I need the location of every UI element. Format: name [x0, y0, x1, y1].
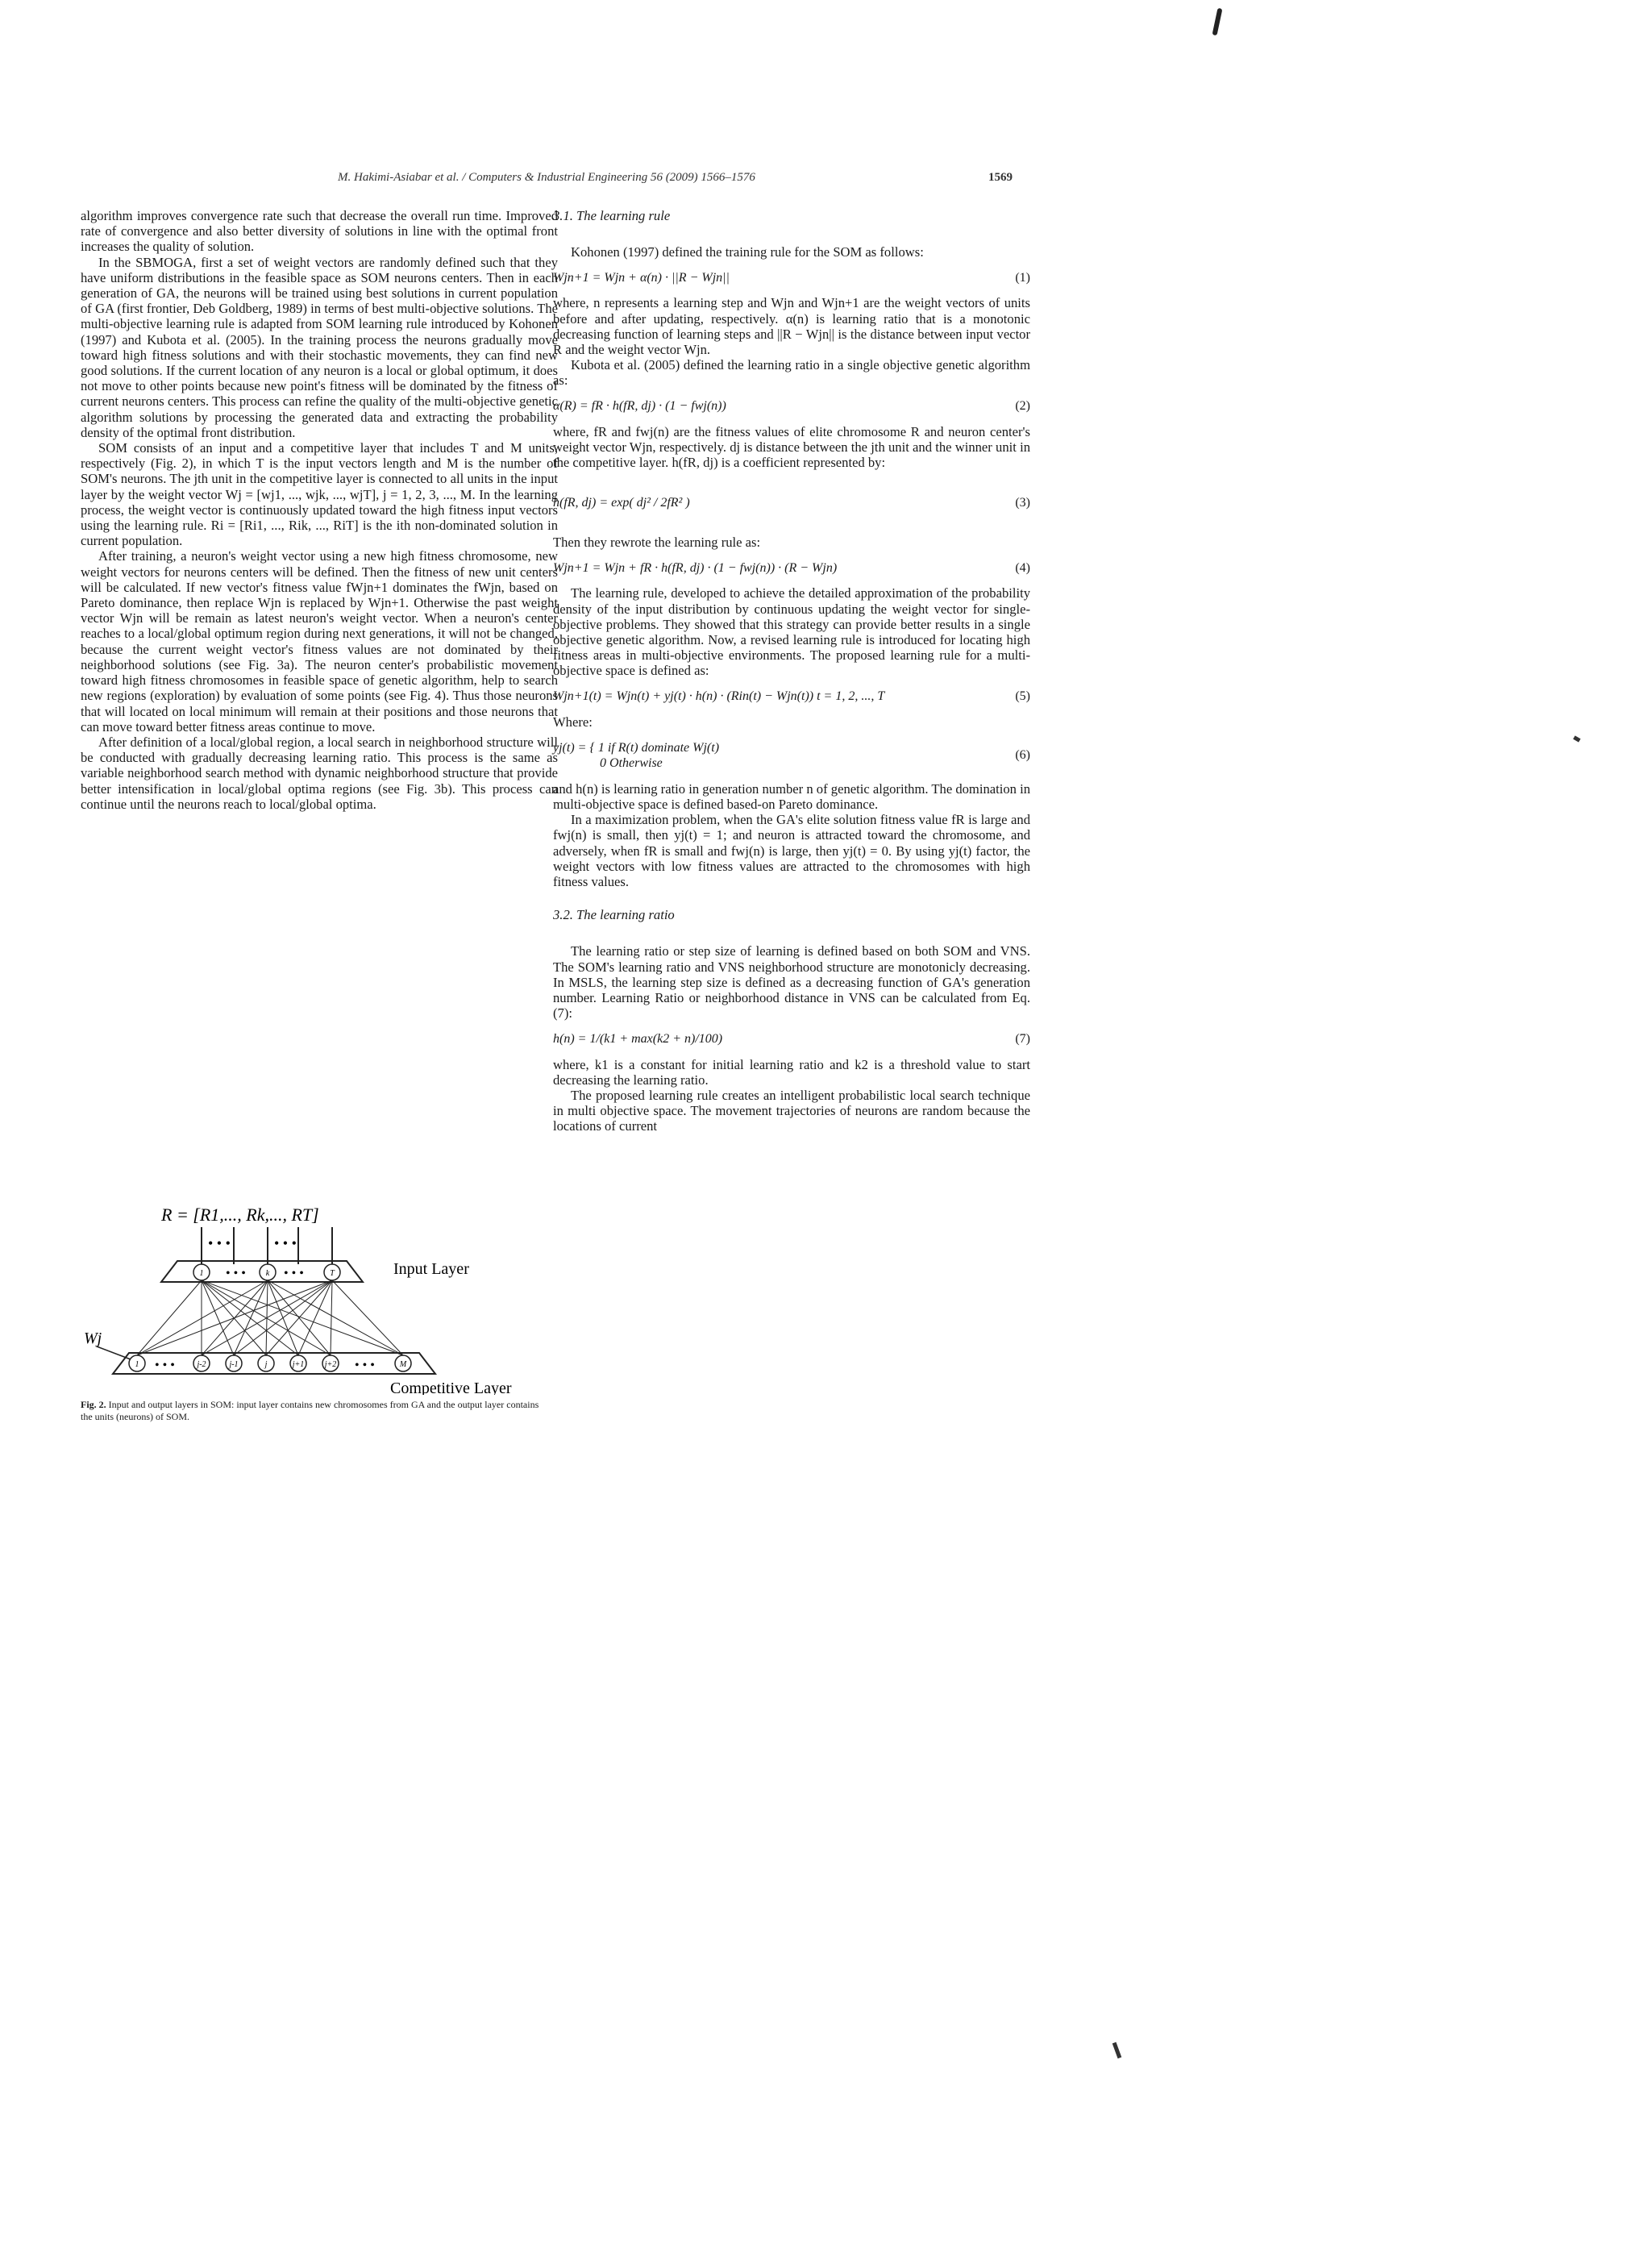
- scan-mark-bottom: [1112, 2042, 1122, 2059]
- figure-caption: [81, 1399, 540, 1423]
- paragraph: algorithm improves convergence rate such that decrease the overall run time. Improved rate of convergence and also better diversity of solutions in line with the optimal front increases the quality of solution.: [81, 208, 558, 255]
- left-column: [81, 208, 558, 812]
- section-heading: 3.1. The learning rule: [553, 208, 671, 223]
- input-node-label: 1: [199, 1269, 204, 1278]
- right-column: [553, 208, 1030, 1134]
- paragraph: After definition of a local/global region, a local search in neighborhood structure will be conducted with gradually decreasing learning ratio. This process is the same as variable neighborhood search method with dynamic neighborhood structure that provide better intensification in local/global optima regions (see Fig. 3b). This process can continue until the neurons reach to local/global optima.: [81, 734, 558, 812]
- equation-6: yj(t) = { 1 if R(t) dominate Wj(t) 0 Otherwise (6): [553, 740, 1030, 770]
- section-heading: 3.2. The learning ratio: [553, 907, 675, 923]
- svg-text:• • •: • • •: [155, 1359, 175, 1372]
- figure-som-layers: [81, 1201, 558, 1399]
- paragraph: SOM consists of an input and a competitive layer that includes T and M units, respectively (Fig. 2), in which T is the input vectors length and M is the number of SOM's neurons. The jth unit in the competitive layer is connected to all units in the input layer by the weight vector Wj = [wj1, ..., wjk, ..., wjT], j = 1, 2, 3, ..., M. In the learning process, the weight vector is continuously updated toward the high fitness input vectors using the learning rule. Ri = [Ri1, ..., Rik, ..., RiT] is the ith non-dominated solution in current population.: [81, 440, 558, 549]
- input-layer-label: Input Layer: [393, 1260, 469, 1278]
- output-node-label: j+1: [292, 1360, 305, 1369]
- som-diagram: [81, 1201, 558, 1395]
- output-node-label: j-1: [229, 1360, 239, 1369]
- caption-text: Input and output layers in SOM: input layer contains new chromosomes from GA and the output layer contains the units (neurons) of SOM.: [81, 1399, 539, 1422]
- input-node-label: T: [330, 1269, 335, 1278]
- paragraph: After training, a neuron's weight vector using a new high fitness chromosome, new weight vectors for neurons centers will be defined. Then the fitness of new unit centers will be calculated. If new vector's fitness value fWjn+1 dominates the fWjn, based on Pareto dominance, then replace Wjn is replaced by Wjn+1. Otherwise the past weight vector Wjn will be remain as latest neuron's weight vector. When a neuron's center reaches to a local/global optimum region during next generations, it will not be changed, because the current weight vector's fitness values are not dominated by their neighborhood solutions (see Fig. 3a). The neuron center's probabilistic movement toward high fitness chromosomes in feasible space of genetic algorithm, help to search new regions (exploration) by evaluation of some points (see Fig. 4). Thus those neurons that will located on local minimum will remain at their positions and those neurons that can move toward better fitness areas continue to move.: [81, 548, 558, 734]
- paragraph: In the SBMOGA, first a set of weight vectors are randomly defined such that they have uniform distributions in the feasible space as SOM neurons centers. Then in each generation of GA, the neurons will be trained using best solutions in current population of GA (first frontier, Deb Goldberg, 1989) in terms of best multi-objective solutions. The multi-objective learning rule is adapted from SOM learning rule introduced by Kohonen (1997) and Kubota et al. (2005). In the training process the neurons gradually move toward high fitness solutions and with their stochastic movements, they can find new good solutions. If the current location of any neuron is a local or global optimum, it does not move to other points because new point's fitness will be dominated by the fitness of current neurons centers. This process can refine the quality of the multi-objective genetic algorithm solutions by processing the generated data and extracting the probability density of the optimal front distribution.: [81, 254, 558, 440]
- svg-text:• • •: • • •: [208, 1235, 231, 1251]
- scan-mark-top: [1212, 8, 1223, 36]
- equation-7: h(n) = 1/(k1 + max(k2 + n)/100) (7): [553, 1031, 1030, 1046]
- input-vector-label: R = [R1,..., Rk,..., RT]: [161, 1205, 319, 1225]
- output-node-label: M: [399, 1360, 407, 1369]
- svg-text:• • •: • • •: [284, 1267, 304, 1280]
- weight-label: Wj: [84, 1330, 102, 1347]
- output-node-label: j+2: [324, 1360, 337, 1369]
- svg-text:• • •: • • •: [226, 1267, 246, 1280]
- paragraph: Kubota et al. (2005) defined the learning ratio in a single objective genetic algorithm as:: [553, 357, 1030, 389]
- page-number: 1569: [988, 171, 1013, 184]
- paragraph: In a maximization problem, when the GA's elite solution fitness value fR is large and fwj(n) is small, then yj(t) = 1; and neuron is attracted toward the chromosome, and adversely, when fR is small and fwj(n) is large, then yj(t) = 0. By using yj(t) factor, the weight vectors with low fitness values are attracted to the chromosomes with high fitness values.: [553, 812, 1030, 890]
- svg-text:• • •: • • •: [274, 1235, 297, 1251]
- equation-3: h(fR, dj) = exp( dj² / 2fR² ) (3): [553, 495, 1030, 510]
- equation-5: Wjn+1(t) = Wjn(t) + yj(t) · h(n) · (Rin(t) − Wjn(t)) t = 1, 2, ..., T (5): [553, 689, 1030, 704]
- equation-4: Wjn+1 = Wjn + fR · h(fR, dj) · (1 − fwj(n)) · (R − Wjn) (4): [553, 560, 1030, 575]
- paragraph: where, n represents a learning step and Wjn and Wjn+1 are the weight vectors of units before and after updating, respectively. α(n) is learning ratio that is a monotonic decreasing function of learning steps and ||R − Wjn|| is the distance between input vector R and the weight vector Wjn.: [553, 295, 1030, 358]
- paragraph: where, k1 is a constant for initial learning ratio and k2 is a threshold value to start decreasing the learning ratio.: [553, 1056, 1030, 1088]
- caption-label: Fig. 2.: [81, 1399, 106, 1410]
- output-node-label: 1: [135, 1360, 139, 1369]
- paragraph: where, fR and fwj(n) are the fitness values of elite chromosome R and neuron center's weight vector Wjn, respectively. dj is distance between the jth unit and the winner unit in the competitive layer. h(fR, dj) is a coefficient represented by:: [553, 423, 1030, 471]
- equation-1: Wjn+1 = Wjn + α(n) · ||R − Wjn|| (1): [553, 270, 1030, 285]
- paragraph: Then they rewrote the learning rule as:: [553, 535, 761, 551]
- equation-2: α(R) = fR · h(fR, dj) · (1 − fwj(n)) (2): [553, 399, 1030, 414]
- paragraph: The learning ratio or step size of learning is defined based on both SOM and VNS. The SOM's learning ratio and VNS neighborhood structure are monotonicly decreasing. In MSLS, the learning step size is defined as a decreasing function of GA's generation number. Learning Ratio or neighborhood distance in VNS can be calculated from Eq. (7):: [553, 943, 1030, 1022]
- input-node-label: k: [265, 1269, 270, 1278]
- running-header: [81, 171, 1013, 192]
- paragraph: The learning rule, developed to achieve the detailed approximation of the probability density of the input distribution by continuous updating the weight vector for single-objective problems. They showed that this strategy can provide better results in a single objective genetic algorithm. Now, a revised learning rule is introduced for locating high fitness areas in multi-objective environments. The proposed learning rule for a multi-objective space is defined as:: [553, 585, 1030, 679]
- competitive-layer-label: Competitive Layer: [390, 1380, 512, 1395]
- output-node-label: j: [264, 1360, 268, 1369]
- svg-text:• • •: • • •: [355, 1359, 375, 1372]
- paragraph: Where:: [553, 714, 593, 730]
- paragraph: and h(n) is learning ratio in generation number n of genetic algorithm. The domination in multi-objective space is defined based-on Pareto dominance.: [553, 780, 1030, 813]
- paragraph: Kohonen (1997) defined the training rule for the SOM as follows:: [571, 244, 924, 260]
- scan-mark-right: [1573, 735, 1580, 742]
- output-node-label: j-2: [197, 1360, 206, 1369]
- paragraph: The proposed learning rule creates an intelligent probabilistic local search technique in multi objective space. The movement trajectories of neurons are random because the locations of current: [553, 1087, 1030, 1134]
- running-title: M. Hakimi-Asiabar et al. / Computers & Industrial Engineering 56 (2009) 1566–1576: [338, 171, 755, 184]
